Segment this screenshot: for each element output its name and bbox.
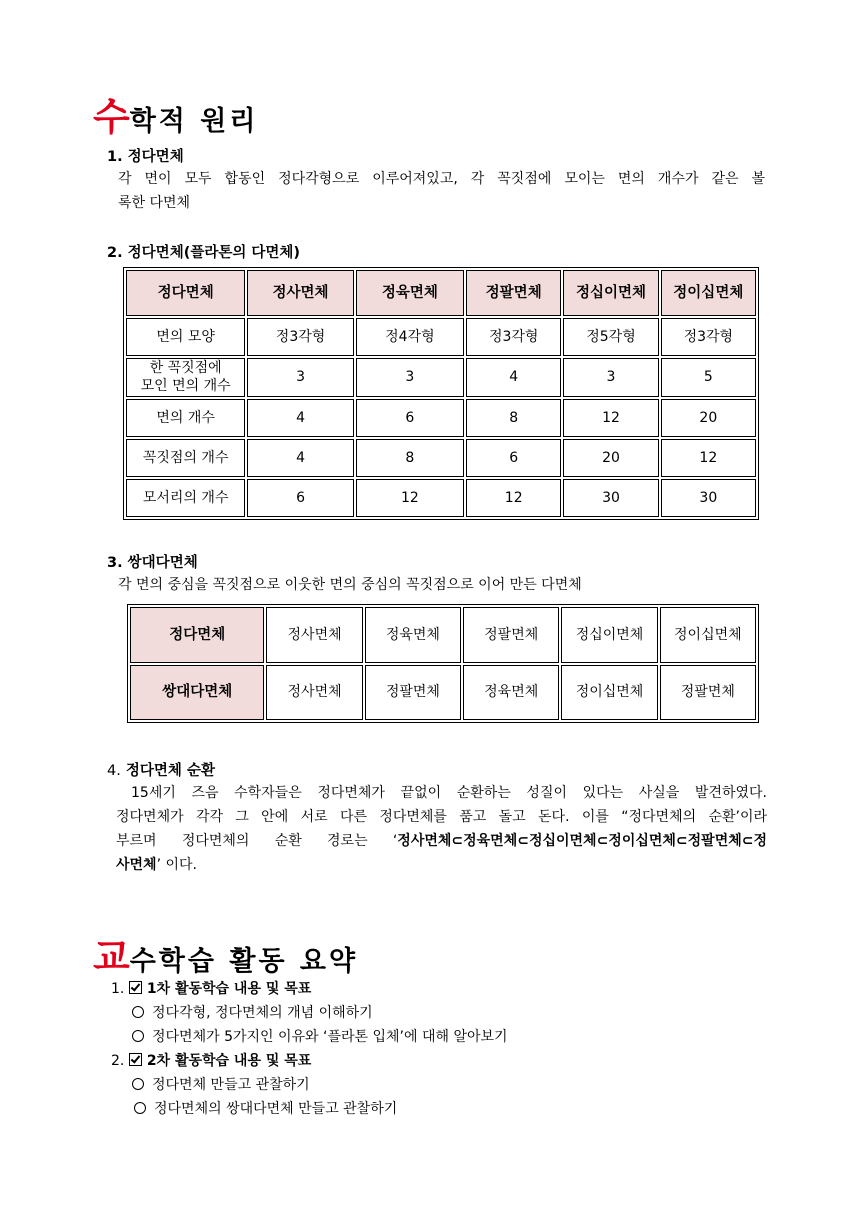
row-label: 정다면체: [130, 607, 264, 663]
table-cell: 20: [563, 439, 658, 477]
table-cell: 정3각형: [466, 318, 561, 356]
item-title-text: 정다면체(플라톤의 다면체): [127, 245, 301, 261]
header-cell: 정팔면체: [466, 270, 561, 316]
heading-initial: 교: [93, 935, 130, 979]
table-cell: 8: [466, 399, 561, 437]
header-cell: 정다면체: [126, 270, 245, 316]
table-cell: 정이십면체: [561, 665, 657, 721]
row-label: 모서리의 개수: [126, 479, 245, 517]
row-label: 면의 개수: [126, 399, 245, 437]
checkbox-checked-icon: [129, 981, 142, 994]
list-item: [134, 1097, 397, 1121]
row-label: 쌍대다면체: [130, 665, 264, 721]
header-cell: 정십이면체: [563, 270, 658, 316]
table-cell: 4: [247, 399, 353, 437]
table-cell: 6: [466, 439, 561, 477]
table-row: [130, 665, 756, 721]
activity-title-text: 2차 활동학습 내용 및 목표: [146, 1053, 312, 1069]
table-cell: 정팔면체: [365, 665, 461, 721]
row-label-line-2: 모인 면의 개수: [140, 378, 231, 395]
header-cell: 정육면체: [356, 270, 464, 316]
table-row: [126, 399, 756, 437]
header-cell: 정이십면체: [661, 270, 756, 316]
table-cell: 30: [661, 479, 756, 517]
table-cell: 정4각형: [356, 318, 464, 356]
item-1-desc-line-2: 록한 다면체: [118, 195, 191, 211]
circle-bullet-icon: [134, 1102, 146, 1114]
table-cell: 4: [466, 358, 561, 396]
row-label: 면의 모양: [126, 318, 245, 356]
table-row: [130, 607, 756, 663]
item-4-line-3: [116, 829, 767, 853]
item-title-text: 정다면체: [127, 149, 184, 165]
table-cell: 정육면체: [463, 665, 559, 721]
regular-polyhedra-table: [123, 267, 759, 520]
table-cell: 정팔면체: [660, 665, 756, 721]
header-cell: 정사면체: [247, 270, 353, 316]
item-4-line-3-text: 부르며 정다면체의 순환 경로는 ‘: [116, 833, 398, 849]
activity-1-title: [111, 977, 311, 1001]
table-cell: 6: [247, 479, 353, 517]
table-cell: 20: [661, 399, 756, 437]
list-item-text: 정다면체가 5가지인 이유와 ‘플라톤 입체’에 대해 알아보기: [152, 1029, 508, 1045]
item-4-line-2: 정다면체가 각각 그 안에 서로 다른 정다면체를 품고 돌고 돈다. 이를 “정다면체의 순환’이라: [116, 809, 767, 825]
item-2-title: [107, 241, 300, 262]
list-item-text: 정다면체 만들고 관찰하기: [152, 1077, 310, 1093]
item-4-line-4: [116, 853, 197, 877]
activity-number: 2.: [111, 1053, 125, 1069]
table-cell: 정5각형: [563, 318, 658, 356]
table-cell: 12: [563, 399, 658, 437]
table-cell: 12: [466, 479, 561, 517]
checkbox-checked-icon: [129, 1053, 142, 1066]
table-row: [126, 358, 756, 396]
row-label: [126, 358, 245, 396]
item-3-desc: 각 면의 중심을 꼭짓점으로 이웃한 면의 중심의 꼭짓점으로 이어 만든 다면체: [118, 577, 582, 593]
table-cell: 정이십면체: [660, 607, 756, 663]
table-cell: 정육면체: [365, 607, 461, 663]
item-3-title: [107, 551, 198, 572]
table-header-row: [126, 270, 756, 316]
dual-polyhedra-table: [127, 604, 759, 723]
heading-rest: 수학습 활동 요약: [129, 946, 359, 977]
item-4-line-4-text: ’ 이다.: [156, 857, 197, 873]
table-cell: 4: [247, 439, 353, 477]
table-cell: 정3각형: [247, 318, 353, 356]
table-cell: 3: [356, 358, 464, 396]
circle-bullet-icon: [132, 1030, 144, 1042]
list-item-text: 정다면체의 쌍대다면체 만들고 관찰하기: [154, 1101, 398, 1117]
list-item-text: 정다각형, 정다면체의 개념 이해하기: [152, 1005, 373, 1021]
row-label-line-1: 한 꼭짓점에: [149, 360, 222, 377]
item-1-title: [107, 145, 184, 166]
circle-bullet-icon: [132, 1078, 144, 1090]
item-4-title: [107, 759, 215, 780]
table-cell: 정사면체: [266, 607, 362, 663]
item-title-text: 쌍대다면체: [127, 555, 198, 571]
table-cell: 12: [356, 479, 464, 517]
table-cell: 정사면체: [266, 665, 362, 721]
table-cell: 정팔면체: [463, 607, 559, 663]
table-cell: 정십이면체: [561, 607, 657, 663]
row-label: 꼭짓점의 개수: [126, 439, 245, 477]
table-row: [126, 479, 756, 517]
heading-rest: 학적 원리: [129, 106, 259, 137]
activity-title-text: 1차 활동학습 내용 및 목표: [146, 981, 312, 997]
item-4-line-1: 15세기 즈음 수학자들은 정다면체가 끝없이 순환하는 성질이 있다는 사실을 발견하였다.: [131, 785, 767, 801]
item-1-desc-line-1: 각 면이 모두 합동인 정다각형으로 이루어져있고, 각 꼭짓점에 모이는 면의 개수가 같은 볼: [118, 171, 765, 187]
list-item: [132, 1025, 508, 1049]
table-cell: 6: [356, 399, 464, 437]
activity-2-title: [111, 1049, 311, 1073]
table-row: [126, 318, 756, 356]
table-cell: 3: [563, 358, 658, 396]
table-cell: 12: [661, 439, 756, 477]
item-number: 2.: [107, 245, 123, 261]
list-item: [132, 1073, 310, 1097]
table-cell: 5: [661, 358, 756, 396]
table-cell: 3: [247, 358, 353, 396]
heading-initial: 수: [93, 95, 130, 139]
list-item: [132, 1001, 373, 1025]
circle-bullet-icon: [132, 1006, 144, 1018]
item-number: 4.: [107, 763, 121, 779]
item-number: 1.: [107, 149, 123, 165]
section-heading-activity-summary: [93, 926, 358, 981]
item-number: 3.: [107, 555, 123, 571]
section-heading-math-principle: [93, 86, 258, 141]
table-cell: 8: [356, 439, 464, 477]
table-cell: 정3각형: [661, 318, 756, 356]
item-title-text: 정다면체 순환: [125, 763, 215, 779]
cycle-path-part-2: 사면체: [116, 857, 157, 873]
activity-number: 1.: [111, 981, 125, 997]
table-cell: 30: [563, 479, 658, 517]
cycle-path-part-1: 정사면체⊂정육면체⊂정십이면체⊂정이십면체⊂정팔면체⊂정: [397, 833, 767, 849]
table-row: [126, 439, 756, 477]
